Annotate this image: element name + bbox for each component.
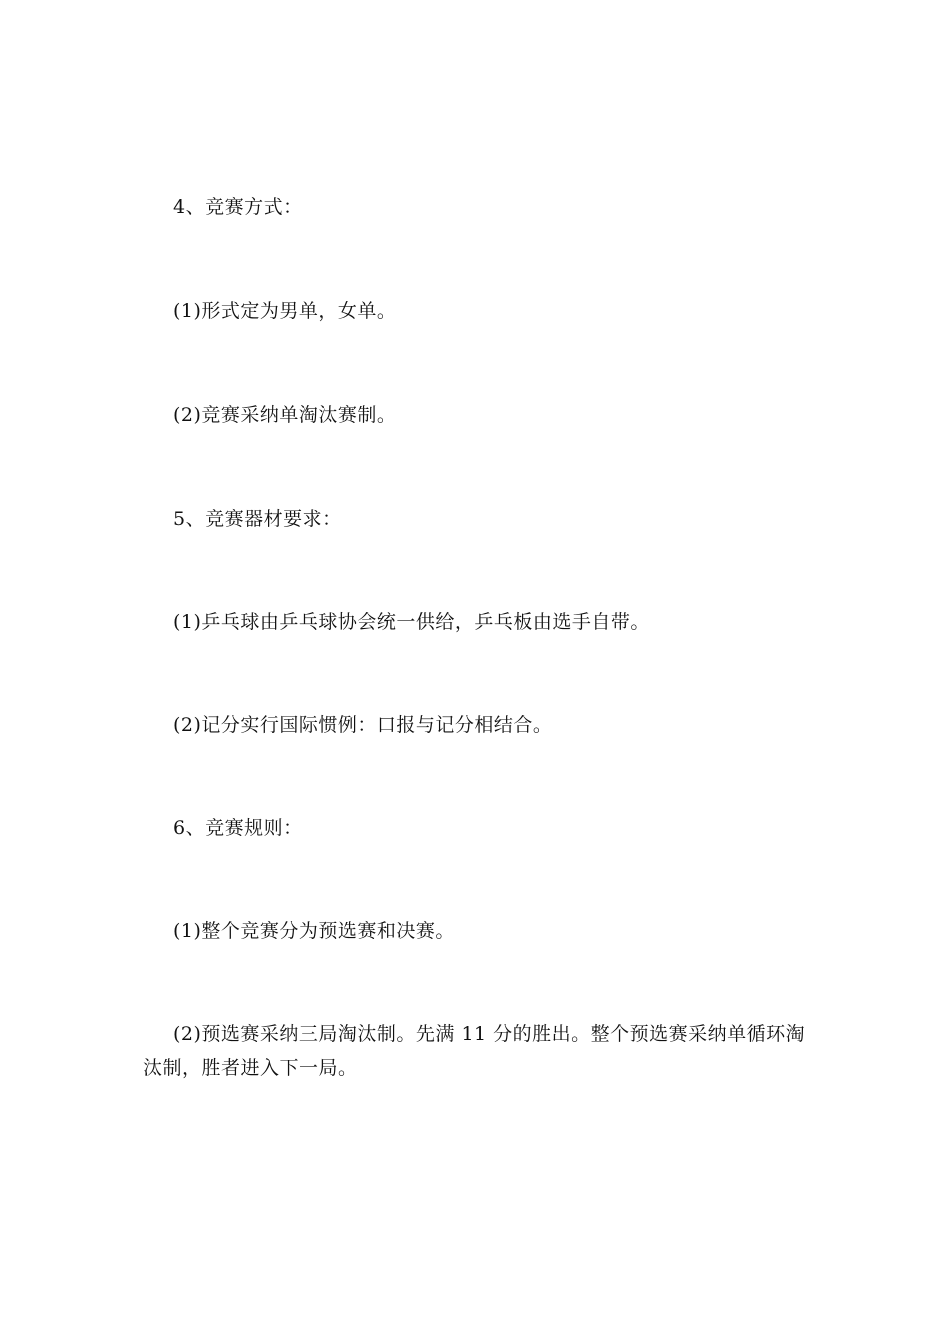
list-item-format-singles: (1)形式定为男单，女单。: [173, 300, 397, 322]
section-heading-competition-format: 4、竞赛方式：: [173, 196, 303, 218]
list-item-preliminary-and-final: (1)整个竞赛分为预选赛和决赛。: [173, 920, 455, 942]
list-item-scoring: (2)记分实行国际惯例：口报与记分相结合。: [173, 714, 553, 736]
list-item-preliminary-rules: (2)预选赛采纳三局淘汰制。先满 11 分的胜出。整个预选赛采纳单循环淘汰制，胜者进入下一局。: [143, 1023, 806, 1079]
section-heading-equipment-requirements: 5、竞赛器材要求：: [173, 508, 342, 530]
section-heading-competition-rules: 6、竞赛规则：: [173, 817, 303, 839]
list-item-balls-and-paddles: (1)乒乓球由乒乓球协会统一供给，乒乓板由选手自带。: [173, 611, 650, 633]
list-item-single-elimination: (2)竞赛采纳单淘汰赛制。: [173, 404, 397, 426]
